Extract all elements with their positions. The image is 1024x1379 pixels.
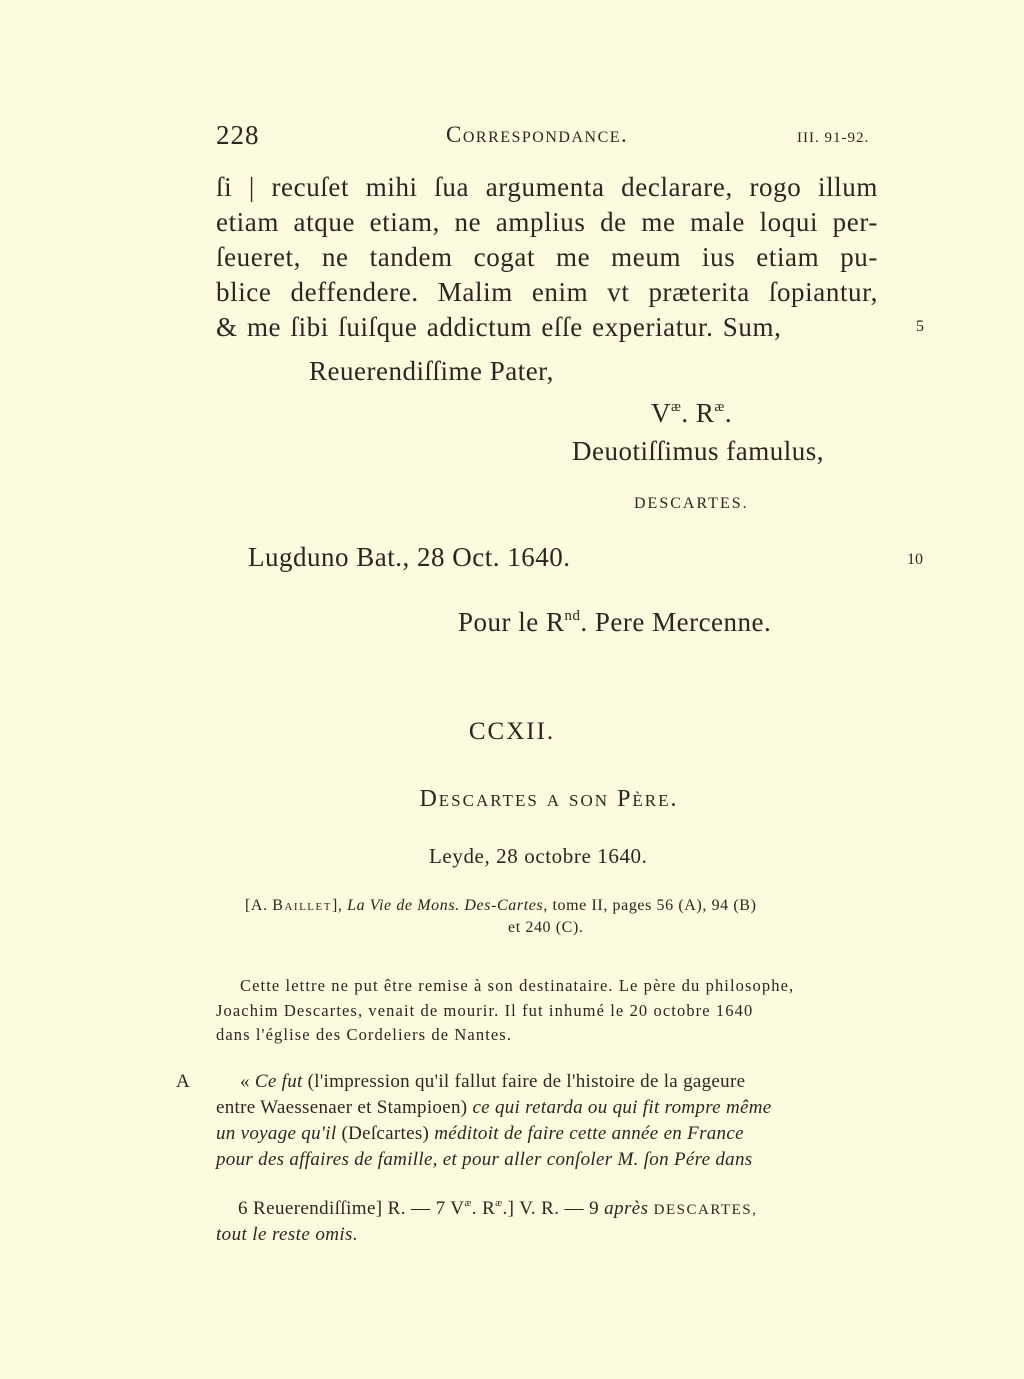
line-number-5: 5 — [916, 318, 924, 335]
letter-line-2: etiam atque etiam, ne amplius de me male loqui per- — [216, 207, 878, 237]
apparatus-line-1: 6 Reuerendiſſime] R. — 7 $V^æ$. $R^æ$.] V. R. — 9 après DESCARTES, — [238, 1198, 758, 1219]
salutation: Reuerendiſſime Pater, — [309, 356, 554, 386]
intro-line-3: dans l'église des Cordeliers de Nantes. — [216, 1025, 513, 1044]
intro-line-1: Cette lettre ne put être remise à son destinataire. Le père du philosophe, — [240, 976, 795, 995]
signature: DESCARTES. — [634, 495, 749, 512]
apparatus-line-2: tout le reste omis. — [216, 1224, 358, 1245]
page-number: 228 — [216, 120, 260, 150]
quote-line-1: « Ce fut (l'impression qu'il fallut faire de l'histoire de la gageure — [240, 1071, 746, 1092]
place-date: Lugduno Bat., 28 Oct. 1640. — [248, 542, 571, 572]
intro-line-2: Joachim Descartes, venait de mourir. Il fut inhumé le 20 octobre 1640 — [216, 1001, 754, 1020]
letter-line-1: ſi | recuſet mihi ſua argumenta declarare, rogo illum — [216, 172, 878, 202]
letter-date: Leyde, 28 octobre 1640. — [429, 844, 648, 868]
line-number-10: 10 — [907, 551, 923, 568]
variant-marker: A — [176, 1071, 191, 1092]
address-line: Pour le $R^{nd}$. Pere Mercenne. — [458, 607, 772, 637]
letter-number: CCXII. — [468, 718, 556, 745]
letter-line-4: blice deffendere. Malim enim vt præterita ſopiantur, — [216, 277, 878, 307]
source-citation: [A. Baillet], La Vie de Mons. Des-Cartes, tome II, pages 56 (A), 94 (B) — [245, 897, 757, 914]
source-citation-line2: et 240 (C). — [508, 919, 584, 936]
closing-formula: Deuotiſſimus famulus, — [572, 436, 824, 466]
letter-title: Descartes a son Père. — [419, 786, 679, 812]
quote-line-4: pour des affaires de famille, et pour aller conſoler M. ſon Pére dans — [216, 1149, 753, 1170]
running-title: Correspondance. — [446, 122, 629, 147]
quote-line-3: un voyage qu'il (Deſcartes) méditoit de faire cette année en France — [216, 1123, 744, 1144]
letter-line-3: ſeueret, ne tandem cogat me meum ius etiam pu- — [216, 242, 878, 272]
letter-line-5: & me ſibi ſuiſque addictum eſſe experiatur. Sum, — [216, 312, 782, 342]
page-reference: III. 91-92. — [797, 130, 870, 146]
quote-line-2: entre Waessenaer et Stampioen) ce qui retarda ou qui fit rompre même — [216, 1097, 772, 1118]
closing-abbrev: $V^æ$. $R^æ$. — [651, 398, 733, 428]
